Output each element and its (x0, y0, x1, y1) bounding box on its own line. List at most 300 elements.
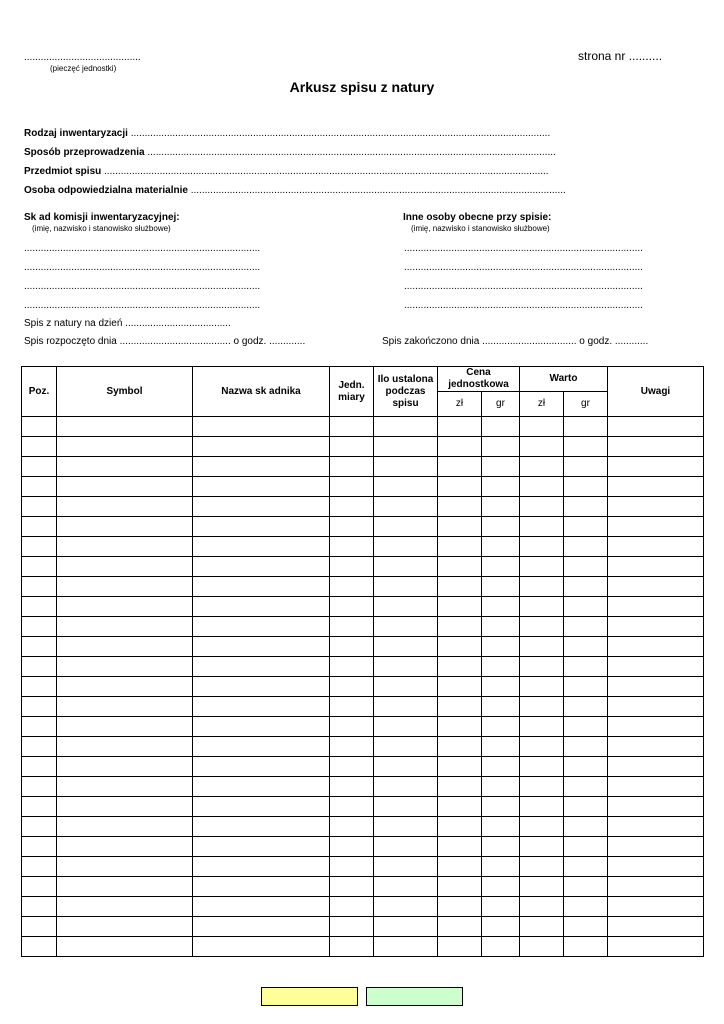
table-row (22, 817, 704, 837)
table-cell[interactable] (330, 657, 374, 677)
table-cell[interactable] (608, 457, 704, 477)
table-cell[interactable] (22, 857, 57, 877)
table-cell[interactable] (520, 757, 564, 777)
table-cell[interactable] (374, 537, 438, 557)
table-cell[interactable] (438, 737, 482, 757)
table-cell[interactable] (374, 917, 438, 937)
table-cell[interactable] (564, 877, 608, 897)
table-cell[interactable] (330, 517, 374, 537)
table-cell[interactable] (608, 517, 704, 537)
table-cell[interactable] (374, 637, 438, 657)
table-cell[interactable] (438, 697, 482, 717)
table-cell[interactable] (608, 557, 704, 577)
table-cell[interactable] (482, 697, 520, 717)
others-line-2[interactable]: ...................................................................................... (404, 262, 643, 273)
table-cell[interactable] (520, 737, 564, 757)
table-cell[interactable] (482, 857, 520, 877)
table-cell[interactable] (193, 917, 330, 937)
table-cell[interactable] (22, 517, 57, 537)
table-cell[interactable] (57, 677, 193, 697)
table-cell[interactable] (193, 797, 330, 817)
table-cell[interactable] (57, 937, 193, 957)
table-cell[interactable] (608, 837, 704, 857)
table-cell[interactable] (330, 497, 374, 517)
table-cell[interactable] (482, 497, 520, 517)
table-cell[interactable] (482, 457, 520, 477)
table-cell[interactable] (374, 517, 438, 537)
table-cell[interactable] (193, 457, 330, 477)
table-cell[interactable] (57, 917, 193, 937)
spis-rozpoczeto[interactable]: Spis rozpoczęto dnia ........................................ o godz. ............. (24, 336, 306, 347)
table-cell[interactable] (374, 617, 438, 637)
table-cell[interactable] (520, 677, 564, 697)
table-cell[interactable] (193, 617, 330, 637)
table-cell[interactable] (438, 437, 482, 457)
table-cell[interactable] (564, 677, 608, 697)
table-cell[interactable] (564, 597, 608, 617)
table-cell[interactable] (482, 877, 520, 897)
table-cell[interactable] (57, 657, 193, 677)
table-cell[interactable] (193, 837, 330, 857)
table-cell[interactable] (482, 477, 520, 497)
table-cell[interactable] (374, 797, 438, 817)
spis-na-dzien[interactable]: Spis z natury na dzień ...................................... (24, 318, 231, 329)
table-cell[interactable] (438, 637, 482, 657)
table-cell[interactable] (330, 797, 374, 817)
table-cell[interactable] (482, 937, 520, 957)
table-cell[interactable] (22, 877, 57, 897)
table-cell[interactable] (482, 837, 520, 857)
table-cell[interactable] (564, 497, 608, 517)
table-cell[interactable] (374, 657, 438, 677)
table-cell[interactable] (564, 937, 608, 957)
table-cell[interactable] (608, 717, 704, 737)
table-cell[interactable] (374, 497, 438, 517)
table-cell[interactable] (57, 617, 193, 637)
table-cell[interactable] (564, 817, 608, 837)
table-cell[interactable] (22, 577, 57, 597)
table-cell[interactable] (330, 417, 374, 437)
table-cell[interactable] (482, 737, 520, 757)
table-cell[interactable] (520, 937, 564, 957)
table-cell[interactable] (22, 937, 57, 957)
table-cell[interactable] (608, 697, 704, 717)
table-cell[interactable] (520, 557, 564, 577)
table-cell[interactable] (22, 777, 57, 797)
table-cell[interactable] (22, 437, 57, 457)
table-cell[interactable] (193, 437, 330, 457)
table-cell[interactable] (374, 697, 438, 717)
table-row (22, 937, 704, 957)
table-cell[interactable] (482, 637, 520, 657)
table-cell[interactable] (22, 817, 57, 837)
table-cell[interactable] (22, 417, 57, 437)
table-cell[interactable] (330, 617, 374, 637)
table-cell[interactable] (520, 477, 564, 497)
committee-line-1[interactable]: ..................................................................................... (24, 243, 261, 254)
table-cell[interactable] (608, 477, 704, 497)
col-wartosc-zl: zł (520, 392, 564, 417)
table-cell[interactable] (22, 657, 57, 677)
field-sposob[interactable] (24, 147, 556, 158)
table-cell[interactable] (438, 857, 482, 877)
table-cell[interactable] (22, 697, 57, 717)
table-cell[interactable] (564, 737, 608, 757)
table-cell[interactable] (482, 537, 520, 557)
table-cell[interactable] (520, 857, 564, 877)
table-cell[interactable] (438, 917, 482, 937)
table-cell[interactable] (57, 477, 193, 497)
table-cell[interactable] (374, 677, 438, 697)
table-cell[interactable] (482, 897, 520, 917)
table-cell[interactable] (193, 897, 330, 917)
table-cell[interactable] (57, 837, 193, 857)
table-cell[interactable] (482, 577, 520, 597)
table-cell[interactable] (57, 857, 193, 877)
table-cell[interactable] (608, 757, 704, 777)
field-przedmiot[interactable] (24, 166, 549, 177)
table-cell[interactable] (57, 417, 193, 437)
table-cell[interactable] (22, 557, 57, 577)
table-cell[interactable] (608, 657, 704, 677)
table-cell[interactable] (193, 517, 330, 537)
table-cell[interactable] (374, 577, 438, 597)
table-cell[interactable] (482, 757, 520, 777)
table-cell[interactable] (482, 597, 520, 617)
table-cell[interactable] (482, 817, 520, 837)
table-cell[interactable] (608, 817, 704, 837)
table-cell[interactable] (57, 817, 193, 837)
table-cell[interactable] (608, 937, 704, 957)
table-cell[interactable] (564, 757, 608, 777)
others-line-3[interactable]: ...................................................................................... (404, 281, 643, 292)
table-cell[interactable] (438, 657, 482, 677)
committee-line-4[interactable]: ..................................................................................... (24, 300, 261, 311)
table-cell[interactable] (330, 857, 374, 877)
table-cell[interactable] (22, 537, 57, 557)
table-cell[interactable] (193, 777, 330, 797)
table-cell[interactable] (520, 497, 564, 517)
table-cell[interactable] (330, 777, 374, 797)
table-cell[interactable] (330, 637, 374, 657)
table-cell[interactable] (57, 517, 193, 537)
table-cell[interactable] (564, 857, 608, 877)
col-cena-zl: zł (438, 392, 482, 417)
table-row (22, 537, 704, 557)
table-cell[interactable] (330, 877, 374, 897)
table-cell[interactable] (608, 677, 704, 697)
table-cell[interactable] (438, 477, 482, 497)
table-cell[interactable] (438, 797, 482, 817)
table-cell[interactable] (564, 577, 608, 597)
yellow-button[interactable] (261, 987, 358, 1006)
table-cell[interactable] (374, 837, 438, 857)
table-cell[interactable] (608, 857, 704, 877)
table-cell[interactable] (22, 897, 57, 917)
table-cell[interactable] (330, 817, 374, 837)
table-cell[interactable] (438, 597, 482, 617)
table-cell[interactable] (608, 417, 704, 437)
table-cell[interactable] (520, 877, 564, 897)
table-cell[interactable] (520, 917, 564, 937)
table-cell[interactable] (57, 457, 193, 477)
table-cell[interactable] (608, 897, 704, 917)
table-cell[interactable] (57, 877, 193, 897)
spis-zakonczono[interactable]: Spis zakończono dnia .................................. o godz. ............ (382, 336, 649, 347)
table-cell[interactable] (330, 457, 374, 477)
table-cell[interactable] (520, 617, 564, 637)
table-cell[interactable] (57, 697, 193, 717)
table-cell[interactable] (374, 757, 438, 777)
table-cell[interactable] (564, 417, 608, 437)
table-cell[interactable] (57, 777, 193, 797)
table-cell[interactable] (374, 717, 438, 737)
table-cell[interactable] (374, 417, 438, 437)
table-cell[interactable] (564, 437, 608, 457)
table-cell[interactable] (57, 797, 193, 817)
table-cell[interactable] (482, 437, 520, 457)
table-cell[interactable] (57, 437, 193, 457)
table-cell[interactable] (22, 637, 57, 657)
table-cell[interactable] (193, 937, 330, 957)
committee-line-2[interactable]: ..................................................................................... (24, 262, 261, 273)
table-cell[interactable] (608, 797, 704, 817)
table-cell[interactable] (608, 877, 704, 897)
table-cell[interactable] (57, 577, 193, 597)
table-cell[interactable] (438, 837, 482, 857)
table-cell[interactable] (564, 777, 608, 797)
table-cell[interactable] (564, 477, 608, 497)
table-cell[interactable] (608, 617, 704, 637)
table-cell[interactable] (193, 697, 330, 717)
table-cell[interactable] (57, 557, 193, 577)
table-cell[interactable] (438, 897, 482, 917)
table-cell[interactable] (520, 777, 564, 797)
table-cell[interactable] (520, 637, 564, 657)
page-title: Arkusz spisu z natury (289, 79, 435, 95)
table-cell[interactable] (330, 757, 374, 777)
table-cell[interactable] (438, 517, 482, 537)
table-cell[interactable] (608, 577, 704, 597)
table-cell[interactable] (22, 477, 57, 497)
table-cell[interactable] (520, 897, 564, 917)
field-osoba[interactable] (24, 185, 566, 196)
table-cell[interactable] (564, 917, 608, 937)
table-cell[interactable] (482, 777, 520, 797)
table-cell[interactable] (330, 737, 374, 757)
table-cell[interactable] (564, 557, 608, 577)
table-cell[interactable] (608, 537, 704, 557)
table-cell[interactable] (520, 717, 564, 737)
others-line-1[interactable]: ...................................................................................... (404, 243, 643, 254)
table-cell[interactable] (374, 457, 438, 477)
table-cell[interactable] (438, 777, 482, 797)
table-cell[interactable] (520, 597, 564, 617)
table-cell[interactable] (193, 557, 330, 577)
table-cell[interactable] (374, 597, 438, 617)
table-cell[interactable] (193, 597, 330, 617)
table-cell[interactable] (22, 717, 57, 737)
table-cell[interactable] (438, 497, 482, 517)
table-row (22, 697, 704, 717)
table-cell[interactable] (57, 637, 193, 657)
table-cell[interactable] (482, 517, 520, 537)
table-cell[interactable] (330, 677, 374, 697)
green-button[interactable] (366, 987, 463, 1006)
table-row (22, 477, 704, 497)
table-cell[interactable] (193, 757, 330, 777)
table-cell[interactable] (374, 777, 438, 797)
table-cell[interactable] (438, 757, 482, 777)
table-cell[interactable] (22, 617, 57, 637)
table-cell[interactable] (482, 417, 520, 437)
table-cell[interactable] (57, 737, 193, 757)
col-uwagi: Uwagi (608, 367, 704, 417)
table-cell[interactable] (330, 697, 374, 717)
field-rodzaj[interactable] (24, 128, 550, 139)
table-cell[interactable] (22, 757, 57, 777)
table-cell[interactable] (193, 817, 330, 837)
table-cell[interactable] (520, 517, 564, 537)
table-cell[interactable] (57, 897, 193, 917)
table-cell[interactable] (564, 697, 608, 717)
table-cell[interactable] (57, 497, 193, 517)
committee-line-3[interactable]: ..................................................................................... (24, 281, 261, 292)
table-cell[interactable] (22, 917, 57, 937)
table-cell[interactable] (520, 797, 564, 817)
table-cell[interactable] (438, 937, 482, 957)
table-cell[interactable] (22, 797, 57, 817)
table-cell[interactable] (482, 797, 520, 817)
table-cell[interactable] (608, 497, 704, 517)
table-cell[interactable] (520, 537, 564, 557)
table-cell[interactable] (564, 717, 608, 737)
table-cell[interactable] (438, 577, 482, 597)
table-cell[interactable] (193, 737, 330, 757)
table-cell[interactable] (438, 557, 482, 577)
others-line-4[interactable]: ...................................................................................... (404, 300, 643, 311)
table-cell[interactable] (193, 537, 330, 557)
table-cell[interactable] (374, 737, 438, 757)
table-cell[interactable] (374, 877, 438, 897)
table-cell[interactable] (482, 717, 520, 737)
table-cell[interactable] (22, 457, 57, 477)
table-cell[interactable] (438, 617, 482, 637)
table-cell[interactable] (22, 497, 57, 517)
table-cell[interactable] (608, 777, 704, 797)
table-cell[interactable] (482, 557, 520, 577)
table-cell[interactable] (193, 677, 330, 697)
table-cell[interactable] (57, 597, 193, 617)
table-cell[interactable] (374, 897, 438, 917)
table-cell[interactable] (374, 937, 438, 957)
table-cell[interactable] (438, 677, 482, 697)
table-cell[interactable] (193, 497, 330, 517)
table-cell[interactable] (57, 537, 193, 557)
table-cell[interactable] (520, 697, 564, 717)
table-cell[interactable] (374, 557, 438, 577)
table-cell[interactable] (374, 477, 438, 497)
table-cell[interactable] (438, 717, 482, 737)
table-cell[interactable] (330, 597, 374, 617)
table-cell[interactable] (564, 897, 608, 917)
table-cell[interactable] (22, 677, 57, 697)
table-cell[interactable] (564, 617, 608, 637)
table-cell[interactable] (330, 557, 374, 577)
table-cell[interactable] (193, 657, 330, 677)
table-cell[interactable] (193, 717, 330, 737)
table-cell[interactable] (193, 417, 330, 437)
table-cell[interactable] (608, 737, 704, 757)
table-cell[interactable] (374, 437, 438, 457)
table-cell[interactable] (608, 637, 704, 657)
table-cell[interactable] (520, 657, 564, 677)
table-cell[interactable] (57, 757, 193, 777)
table-cell[interactable] (438, 537, 482, 557)
table-cell[interactable] (564, 657, 608, 677)
table-cell[interactable] (438, 417, 482, 437)
table-cell[interactable] (374, 817, 438, 837)
table-cell[interactable] (564, 517, 608, 537)
table-cell[interactable] (520, 817, 564, 837)
table-cell[interactable] (57, 717, 193, 737)
col-wartosc-gr: gr (564, 392, 608, 417)
table-cell[interactable] (520, 457, 564, 477)
table-cell[interactable] (564, 637, 608, 657)
table-cell[interactable] (608, 437, 704, 457)
table-cell[interactable] (520, 437, 564, 457)
table-cell[interactable] (193, 477, 330, 497)
table-cell[interactable] (564, 797, 608, 817)
table-cell[interactable] (193, 877, 330, 897)
table-cell[interactable] (482, 657, 520, 677)
table-cell[interactable] (193, 577, 330, 597)
field-label: Rodzaj inwentaryzacji (24, 128, 128, 139)
table-row (22, 837, 704, 857)
table-cell[interactable] (22, 597, 57, 617)
table-cell[interactable] (482, 617, 520, 637)
table-cell[interactable] (608, 917, 704, 937)
table-cell[interactable] (330, 917, 374, 937)
table-cell[interactable] (374, 857, 438, 877)
table-cell[interactable] (330, 477, 374, 497)
table-cell[interactable] (193, 857, 330, 877)
table-cell[interactable] (330, 577, 374, 597)
table-cell[interactable] (438, 457, 482, 477)
table-cell[interactable] (330, 537, 374, 557)
table-cell[interactable] (520, 417, 564, 437)
table-cell[interactable] (520, 577, 564, 597)
table-cell[interactable] (330, 717, 374, 737)
table-cell[interactable] (564, 537, 608, 557)
table-cell[interactable] (22, 837, 57, 857)
table-cell[interactable] (520, 837, 564, 857)
table-cell[interactable] (193, 637, 330, 657)
table-cell[interactable] (564, 457, 608, 477)
table-cell[interactable] (22, 737, 57, 757)
table-cell[interactable] (330, 937, 374, 957)
table-cell[interactable] (330, 897, 374, 917)
table-cell[interactable] (438, 877, 482, 897)
table-cell[interactable] (438, 817, 482, 837)
table-cell[interactable] (330, 837, 374, 857)
table-cell[interactable] (608, 597, 704, 617)
table-cell[interactable] (330, 437, 374, 457)
table-cell[interactable] (482, 677, 520, 697)
table-cell[interactable] (564, 837, 608, 857)
field-dots: ....................................................................................................................................... (190, 185, 566, 196)
table-cell[interactable] (482, 917, 520, 937)
